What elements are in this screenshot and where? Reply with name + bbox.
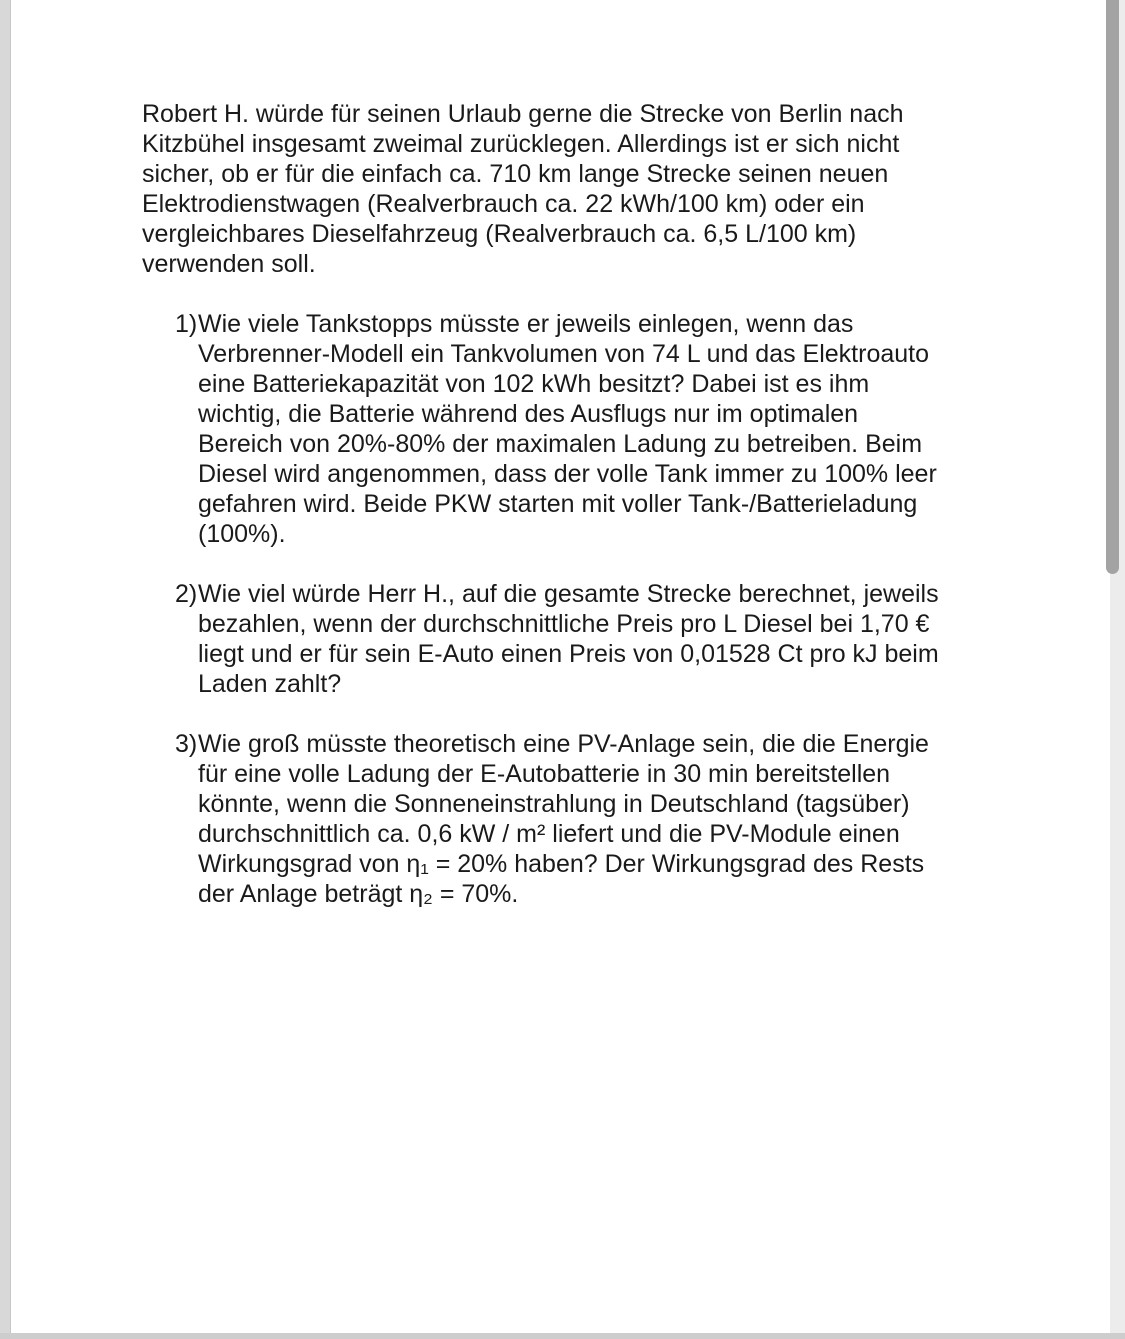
question-item-1 [142,309,1022,549]
document-page [142,99,1022,909]
text-line: eine Batteriekapazität von 102 kWh besitzt? Dabei ist es ihm [198,370,870,398]
question-item-2 [142,579,1022,699]
text-line: bezahlen, wenn der durchschnittliche Preis pro L Diesel bei 1,70 € [198,610,930,638]
question-text [198,579,1022,699]
text-line: wichtig, die Batterie während des Ausflugs nur im optimalen [198,400,859,428]
text-line: Laden zahlt? [198,670,342,698]
question-text [198,729,1022,909]
text-line: Wirkungsgrad von η₁ = 20% haben? Der Wirkungsgrad des Rests [198,850,925,878]
question-item-3 [142,729,1022,909]
page-bottom-margin [0,1333,1125,1339]
text-line: Wie viel würde Herr H., auf die gesamte Strecke berechnet, jeweils [198,580,939,608]
intro-paragraph [142,99,1022,279]
question-text [198,309,1022,549]
text-line: vergleichbares Dieselfahrzeug (Realverbrauch ca. 6,5 L/100 km) [142,220,857,248]
text-line: sicher, ob er für die einfach ca. 710 km lange Strecke seinen neuen [142,160,889,188]
scrollbar-thumb[interactable] [1106,0,1119,574]
text-line: der Anlage beträgt η₂ = 70%. [198,880,519,908]
question-number: 3) [175,730,198,758]
text-line: für eine volle Ladung der E-Autobatterie in 30 min bereitstellen [198,760,891,788]
text-line: Wie viele Tankstopps müsste er jeweils einlegen, wenn das [198,310,854,338]
text-line: Robert H. würde für seinen Urlaub gerne die Strecke von Berlin nach [142,100,904,128]
text-line: (100%). [198,520,286,548]
text-line: gefahren wird. Beide PKW starten mit voller Tank-/Batterieladung [198,490,918,518]
question-number: 2) [175,580,198,608]
text-line: Diesel wird angenommen, dass der volle Tank immer zu 100% leer [198,460,937,488]
question-number: 1) [175,310,198,338]
page-left-margin [0,0,11,1333]
text-line: Elektrodienstwagen (Realverbrauch ca. 22 kWh/100 km) oder ein [142,190,865,218]
text-line: Bereich von 20%-80% der maximalen Ladung zu betreiben. Beim [198,430,923,458]
text-line: könnte, wenn die Sonneneinstrahlung in Deutschland (tagsüber) [198,790,910,818]
text-line: liegt und er für sein E-Auto einen Preis von 0,01528 Ct pro kJ beim [198,640,939,668]
text-line: durchschnittlich ca. 0,6 kW / m² liefert und die PV-Module einen [198,820,900,848]
text-line: verwenden soll. [142,250,316,278]
text-line: Verbrenner-Modell ein Tankvolumen von 74 L und das Elektroauto [198,340,930,368]
text-line: Wie groß müsste theoretisch eine PV-Anlage sein, die die Energie [198,730,929,758]
text-line: Kitzbühel insgesamt zweimal zurücklegen. Allerdings ist er sich nicht [142,130,900,158]
